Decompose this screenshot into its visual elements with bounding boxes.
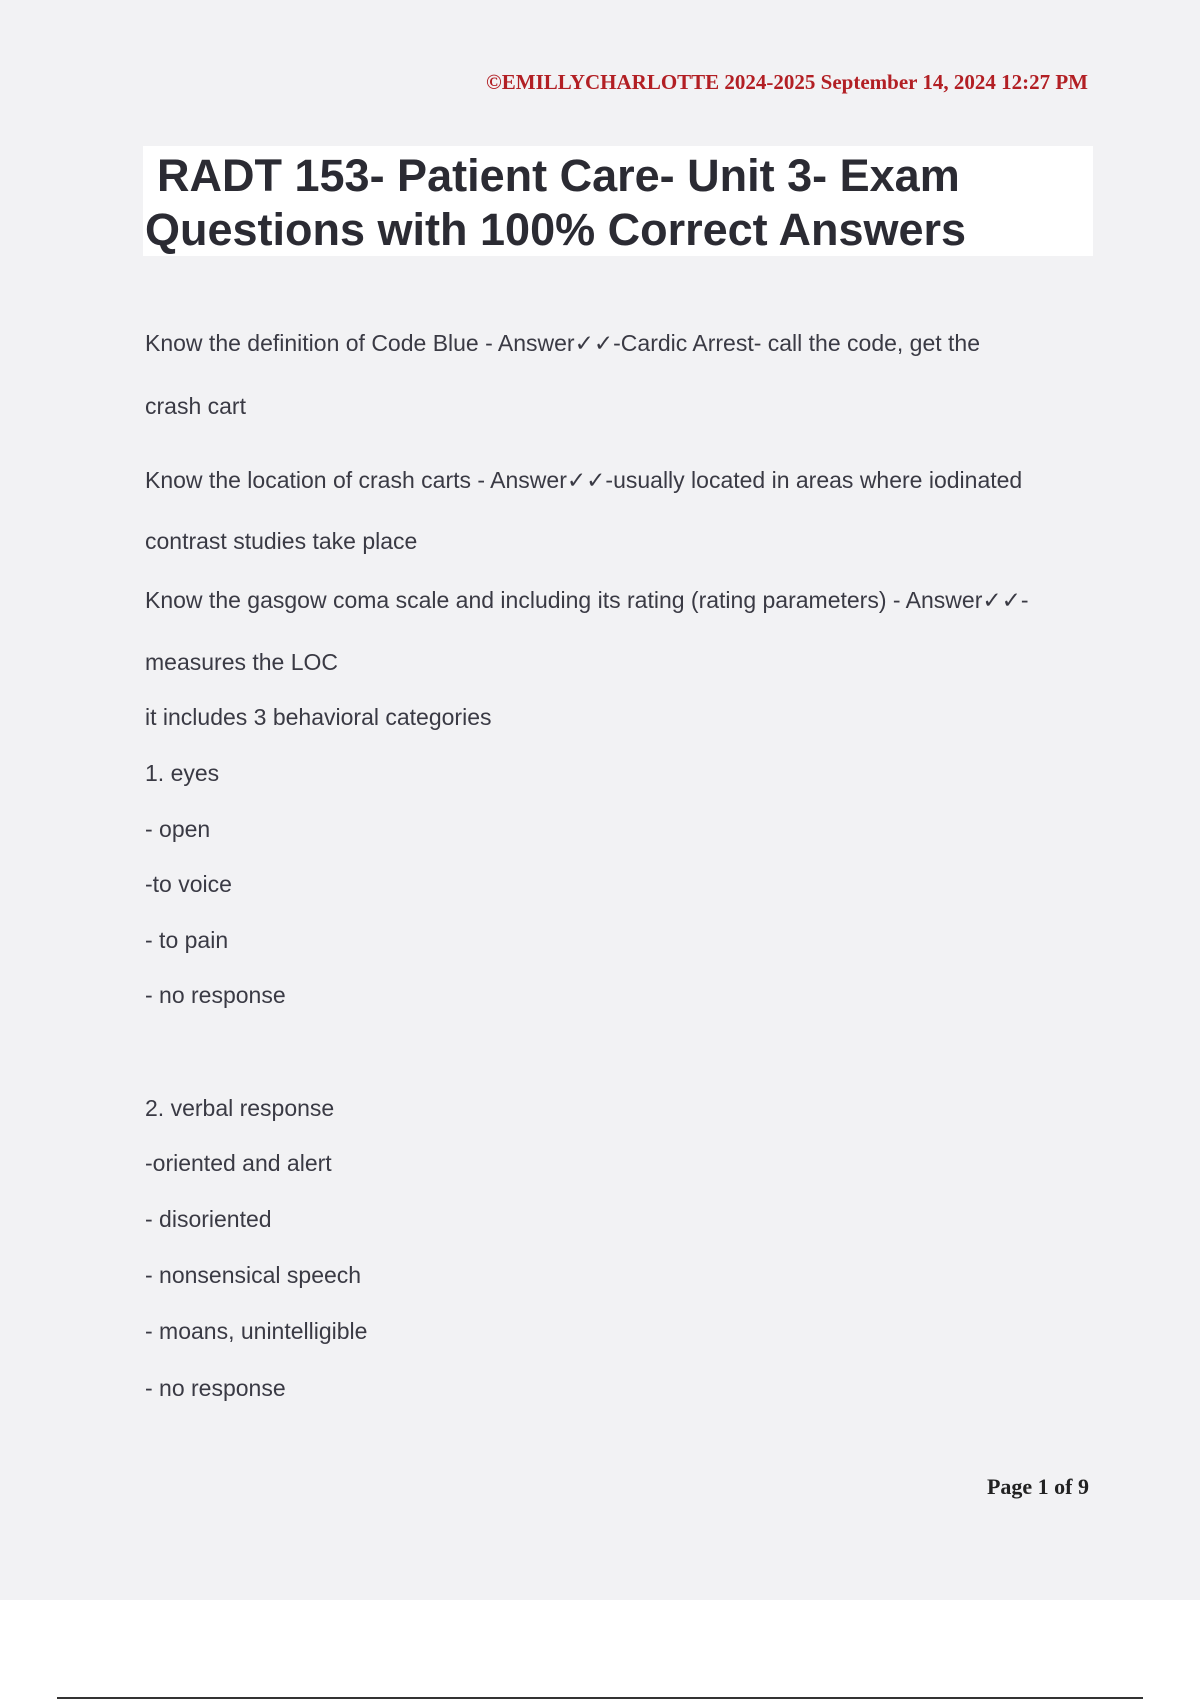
body-line: - no response (145, 982, 286, 1008)
body-line: 1. eyes (145, 760, 220, 786)
body-line: it includes 3 behavioral categories (145, 704, 492, 730)
body-line: measures the LOC (145, 649, 339, 675)
body-line: - disoriented (145, 1206, 272, 1232)
body-line: contrast studies take place (145, 528, 418, 554)
copyright-header: ©EMILLYCHARLOTTE 2024-2025 September 14, 2024 12:27 PM (486, 70, 1088, 94)
body-line: 2. verbal response (145, 1095, 335, 1121)
page-divider (57, 1697, 1143, 1699)
document-title (143, 146, 1093, 256)
body-line: Know the location of crash carts - Answer✓✓-usually located in areas where iodinated (145, 467, 1023, 493)
body-line: Know the gasgow coma scale and including its rating (rating parameters) - Answer✓✓- (145, 587, 1029, 613)
body-line: - moans, unintelligible (145, 1318, 368, 1344)
body-line: -to voice (145, 871, 232, 897)
title-line-2: Questions with 100% Correct Answers (145, 204, 967, 255)
title-line-1: RADT 153- Patient Care- Unit 3- Exam (157, 150, 960, 201)
page-number: Page 1 of 9 (986, 1474, 1089, 1499)
body-line: crash cart (145, 393, 246, 419)
body-line: - to pain (145, 927, 229, 953)
body-line: Know the definition of Code Blue - Answer✓✓-Cardic Arrest- call the code, get the (145, 330, 981, 356)
body-line: - nonsensical speech (145, 1262, 362, 1288)
body-line: - no response (145, 1375, 286, 1401)
body-line: -oriented and alert (145, 1150, 332, 1176)
body-line: - open (145, 816, 211, 842)
